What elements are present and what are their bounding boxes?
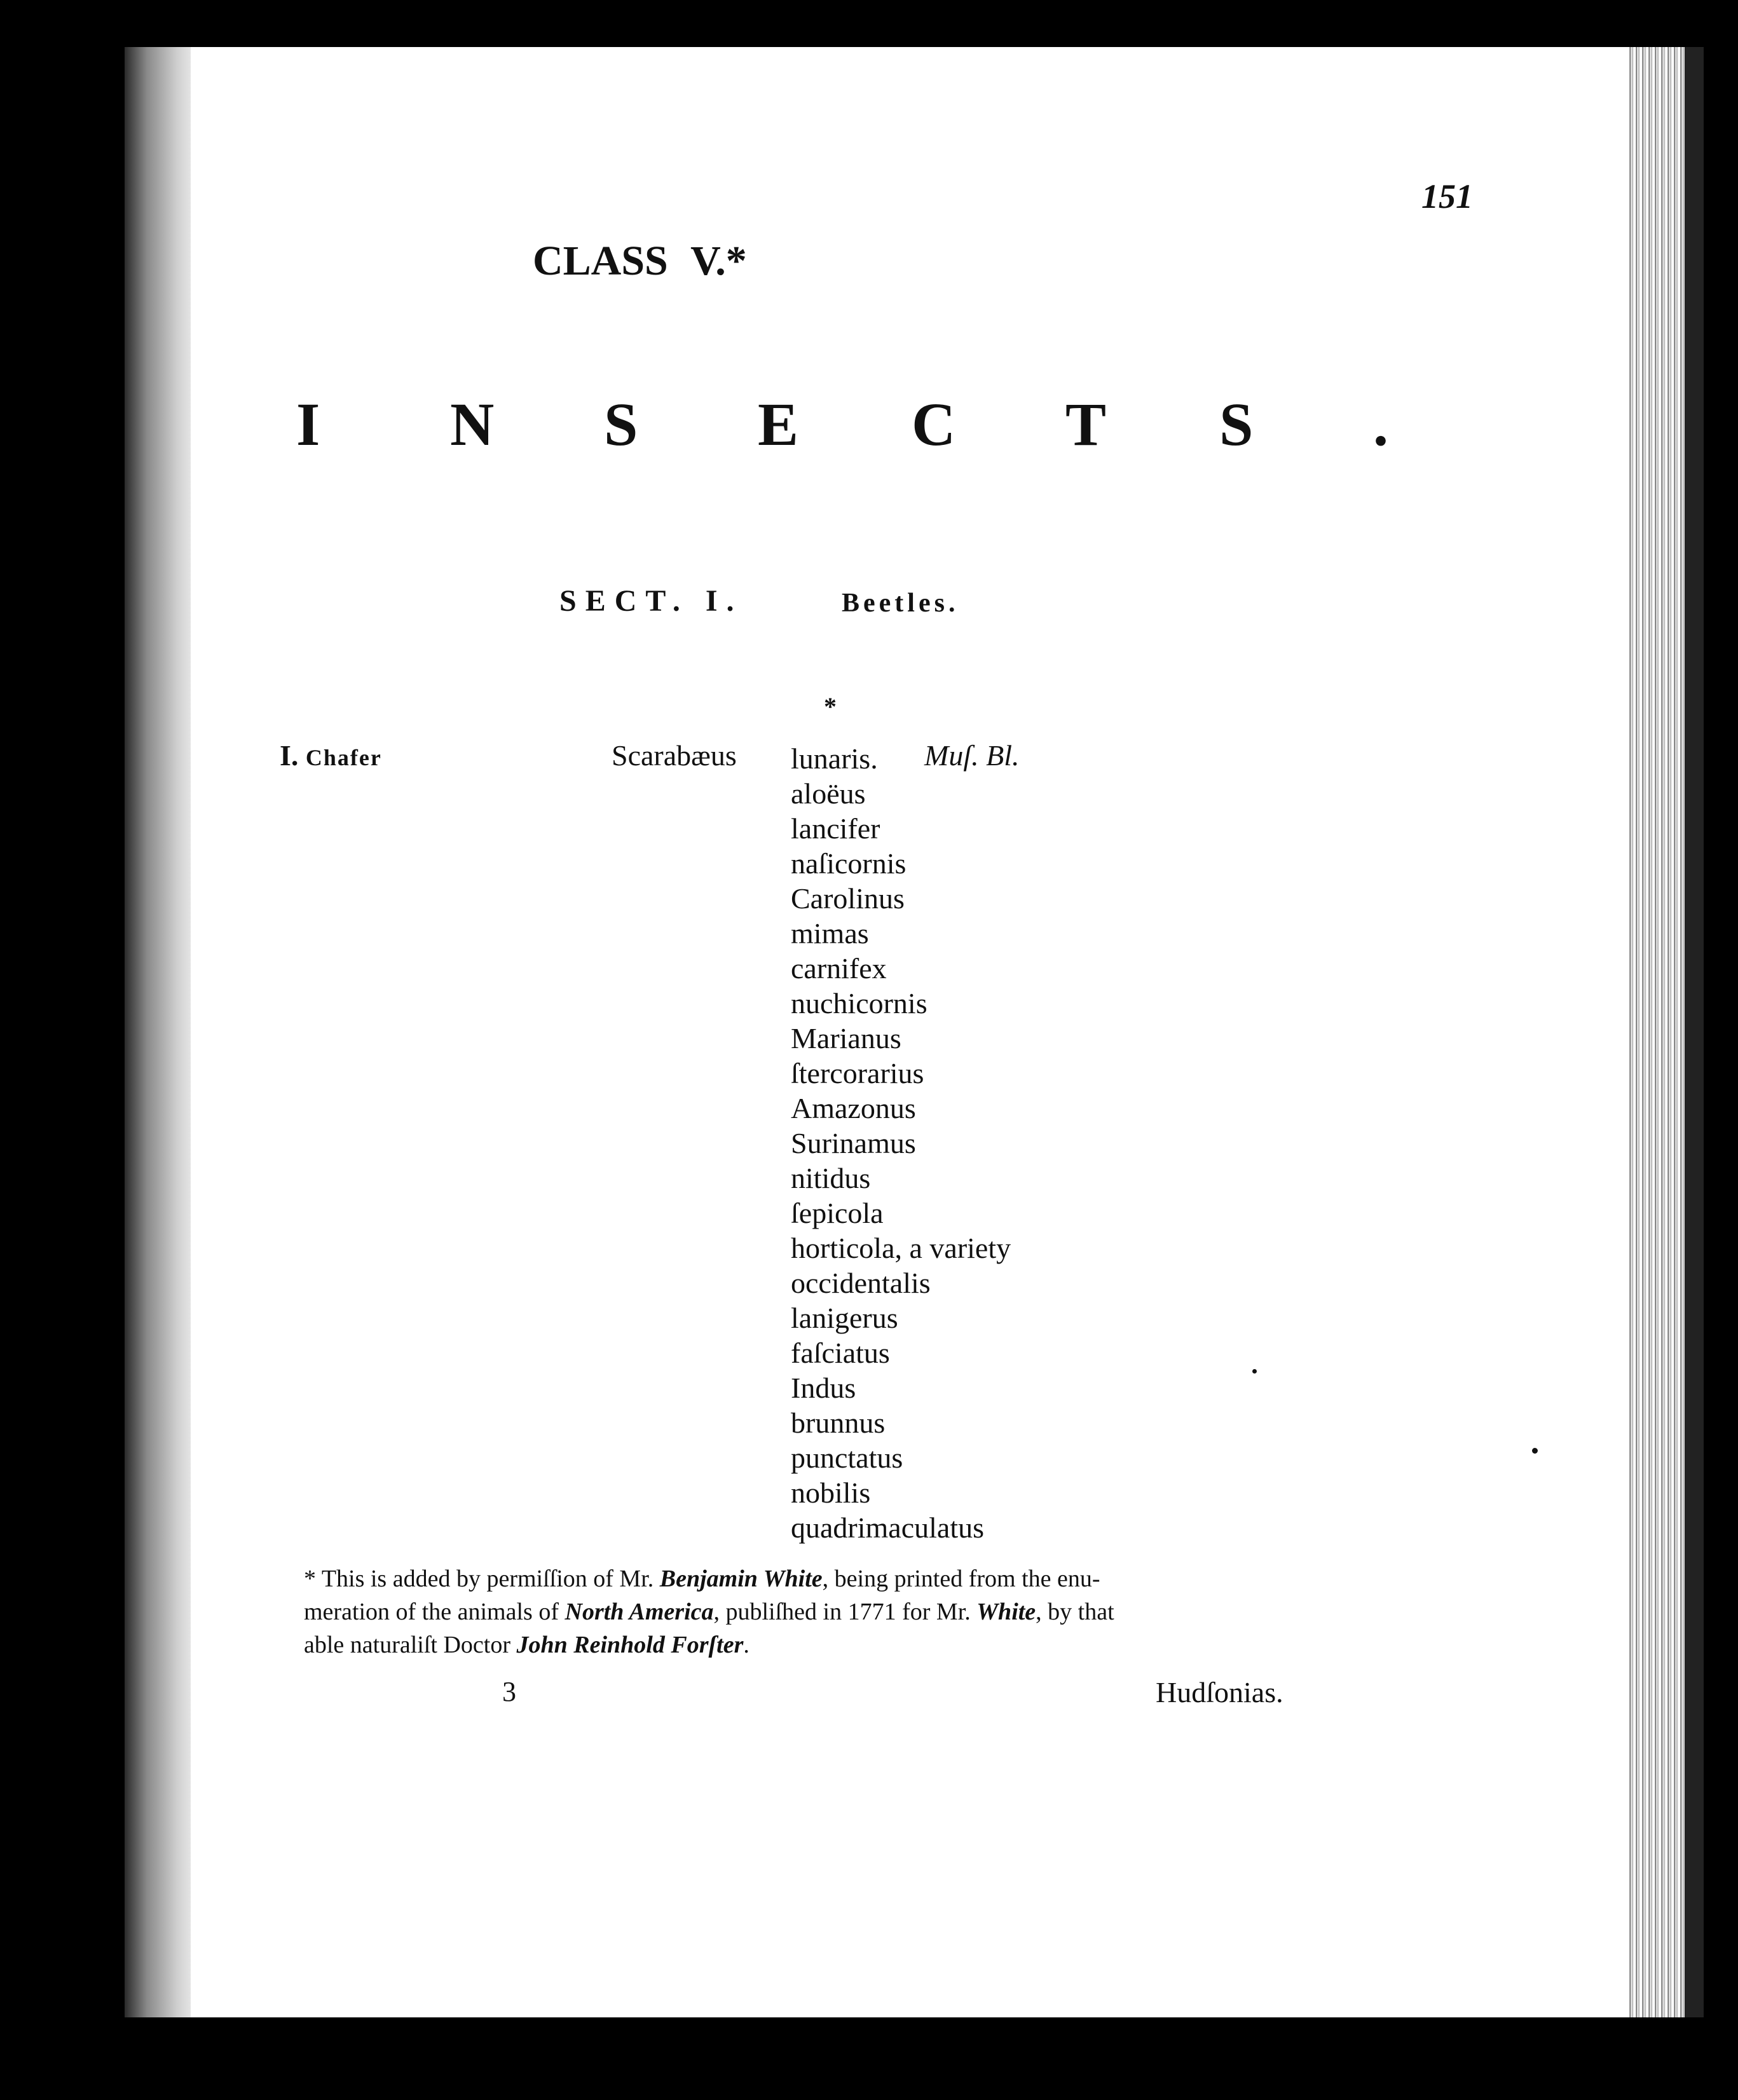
facing-page-edge	[125, 47, 200, 2017]
species-item: nuchicornis	[791, 987, 927, 1019]
species-item: Carolinus	[791, 882, 905, 915]
species-item: Surinamus	[791, 1127, 916, 1159]
person-name: John Reinhold Forſter	[516, 1632, 744, 1658]
section-title: Beetles.	[842, 589, 959, 618]
species-item: lanigerus	[791, 1302, 898, 1334]
book-fore-edge-shadow	[1685, 47, 1704, 2017]
catchword: Hudſonias.	[1156, 1676, 1283, 1708]
genus-common-name: Chafer	[305, 745, 382, 770]
species-item: mimas	[791, 917, 869, 950]
section-number: SECT. I.	[559, 584, 743, 618]
species-item: naſicornis	[791, 847, 907, 880]
species-item: Marianus	[791, 1022, 901, 1054]
species-item: Amazonus	[791, 1092, 916, 1124]
class-heading: CLASS V.*	[533, 238, 747, 284]
genus-number: I.	[280, 739, 299, 772]
species-item: brunnus	[791, 1407, 886, 1439]
species-list	[791, 741, 1011, 1545]
page-number: 151	[1421, 177, 1473, 215]
reference-source: Muſ. Bl.	[924, 739, 1020, 772]
person-name: Benjamin White	[659, 1565, 823, 1592]
footnote-asterisk-mark: *	[824, 692, 837, 721]
footnote-line: able naturaliſt Doctor John Reinhold Forſter.	[304, 1632, 749, 1658]
species-item: quadrimaculatus	[791, 1511, 985, 1544]
book-fore-edge	[1627, 47, 1685, 2017]
ink-speck	[1532, 1448, 1538, 1454]
species-item: punctatus	[791, 1442, 903, 1474]
footnote-line: meration of the animals of North America, publiſhed in 1771 for Mr. White, by that	[304, 1599, 1114, 1625]
species-item: Indus	[791, 1372, 856, 1404]
genus-label	[280, 741, 382, 770]
species-item: ſepicola	[791, 1197, 884, 1229]
species-item: aloëus	[791, 777, 866, 810]
species-item: nitidus	[791, 1162, 871, 1194]
footnote-line: * This is added by permiſſion of Mr. Benjamin White, being printed from the enu-	[304, 1565, 1100, 1592]
species-item: lancifer	[791, 812, 880, 845]
genus-latin-name: Scarabæus	[612, 739, 737, 772]
signature-mark: 3	[502, 1676, 516, 1707]
footnote	[304, 1562, 1302, 1661]
species-item: lunaris.	[791, 742, 878, 775]
species-item: occidentalis	[791, 1267, 931, 1299]
place-name: North America	[565, 1599, 714, 1625]
species-item: ſtercorarius	[791, 1057, 924, 1089]
person-name: White	[976, 1599, 1036, 1625]
species-item: carnifex	[791, 952, 887, 985]
ink-speck	[1252, 1369, 1257, 1374]
species-item: horticola, a variety	[791, 1232, 1011, 1264]
insects-heading: I N S E C T S .	[296, 390, 1388, 458]
species-item: nobilis	[791, 1476, 871, 1509]
species-item: faſciatus	[791, 1337, 890, 1369]
